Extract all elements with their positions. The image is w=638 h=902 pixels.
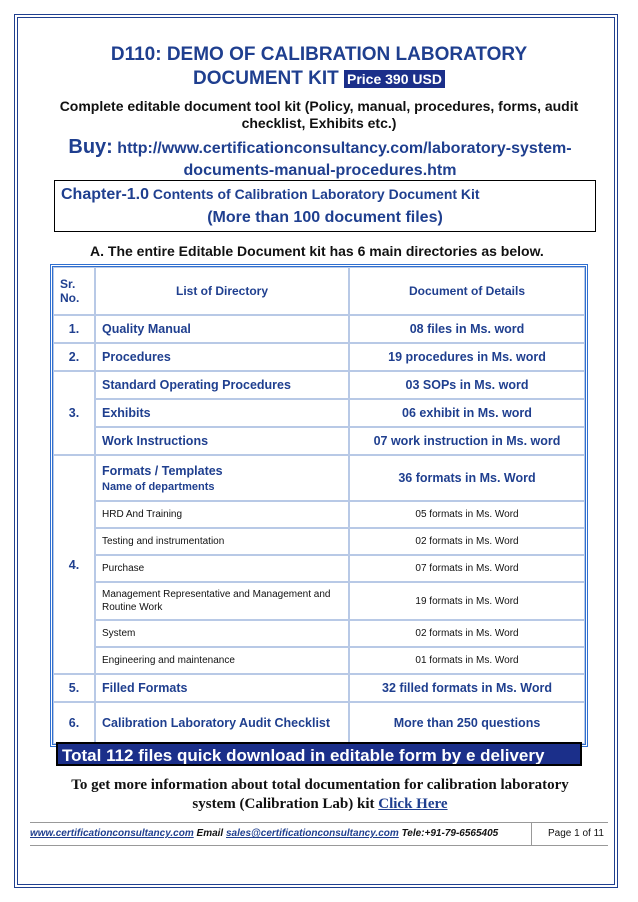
row-directory: Work Instructions	[95, 427, 349, 455]
row-directory: Purchase	[95, 555, 349, 582]
row-details: 32 filled formats in Ms. Word	[349, 674, 585, 702]
row-details: 07 formats in Ms. Word	[349, 555, 585, 582]
page-footer	[30, 822, 608, 846]
formats-heading: Formats / Templates	[102, 463, 223, 478]
table-row	[53, 315, 585, 343]
row-details: 19 formats in Ms. Word	[349, 582, 585, 620]
row-details: More than 250 questions	[349, 702, 585, 744]
chapter-title: Contents of Calibration Laboratory Document Kit	[152, 186, 480, 202]
chapter-number: Chapter-1.0	[61, 186, 150, 203]
row-directory: Filled Formats	[95, 674, 349, 702]
row-details: 36 formats in Ms. Word	[349, 455, 585, 501]
row-directory: Testing and instrumentation	[95, 528, 349, 555]
click-here-link[interactable]: Click Here	[378, 796, 448, 812]
buy-line	[50, 136, 590, 182]
more-info-text	[50, 776, 590, 814]
table-row	[53, 702, 585, 744]
buy-link[interactable]: http://www.certificationconsultancy.com/laboratory-system-documents-manual-procedures.htm	[117, 140, 572, 179]
price-badge: Price 390 USD	[344, 70, 445, 88]
section-a-heading: A. The entire Editable Document kit has 6 main directories as below.	[90, 243, 544, 259]
table-row	[53, 674, 585, 702]
footer-telephone: Tele:+91-79-6565405	[401, 828, 499, 839]
table-row	[53, 427, 585, 455]
row-number: 2.	[53, 343, 95, 371]
buy-label: Buy:	[68, 136, 113, 158]
header-directory: List of Directory	[95, 267, 349, 315]
row-directory: Calibration Laboratory Audit Checklist	[95, 702, 349, 744]
row-details: 01 formats in Ms. Word	[349, 647, 585, 674]
row-directory: Exhibits	[95, 399, 349, 427]
total-banner: Total 112 files quick download in editable form by e delivery	[56, 742, 582, 766]
more-info-sentence: To get more information about total documentation for calibration laboratory system (Calibration Lab) kit	[71, 777, 569, 812]
row-details: 02 formats in Ms. Word	[349, 620, 585, 647]
table-header-row	[53, 267, 585, 315]
row-details: 06 exhibit in Ms. word	[349, 399, 585, 427]
page-number: Page 1 of 11	[531, 823, 604, 845]
row-directory: HRD And Training	[95, 501, 349, 528]
table-row	[53, 501, 585, 528]
row-details: 19 procedures in Ms. word	[349, 343, 585, 371]
footer-email-link[interactable]: sales@certificationconsultancy.com	[226, 828, 399, 839]
table-row	[53, 555, 585, 582]
header-sr-no: Sr. No.	[53, 267, 95, 315]
chapter-subtitle: (More than 100 document files)	[207, 209, 443, 226]
page-title-kit: DOCUMENT KIT	[193, 68, 339, 89]
table-row	[53, 647, 585, 674]
directory-table	[50, 264, 588, 747]
row-directory: Quality Manual	[95, 315, 349, 343]
row-details: 05 formats in Ms. Word	[349, 501, 585, 528]
row-directory: Engineering and maintenance	[95, 647, 349, 674]
row-number: 3.	[53, 371, 95, 455]
header-details: Document of Details	[349, 267, 585, 315]
table-row	[53, 620, 585, 647]
table-row	[53, 455, 585, 501]
row-directory: System	[95, 620, 349, 647]
row-directory: Standard Operating Procedures	[95, 371, 349, 399]
table-row	[53, 371, 585, 399]
footer-website-link[interactable]: www.certificationconsultancy.com	[30, 828, 194, 839]
table-row	[53, 582, 585, 620]
page-title-line1: D110: DEMO OF CALIBRATION LABORATORY	[110, 44, 528, 65]
page-title-line2	[40, 68, 598, 90]
row-directory: Procedures	[95, 343, 349, 371]
chapter-box	[54, 180, 596, 232]
table-row	[53, 399, 585, 427]
row-details: 03 SOPs in Ms. word	[349, 371, 585, 399]
row-number: 5.	[53, 674, 95, 702]
chapter-heading	[61, 186, 480, 204]
row-number: 1.	[53, 315, 95, 343]
row-number: 4.	[53, 455, 95, 674]
row-directory	[95, 455, 349, 501]
table-row	[53, 528, 585, 555]
row-details: 02 formats in Ms. Word	[349, 528, 585, 555]
row-details: 07 work instruction in Ms. word	[349, 427, 585, 455]
kit-description: Complete editable document tool kit (Policy, manual, procedures, forms, audit checklist, Exhibits etc.)	[59, 98, 579, 131]
departments-subheading: Name of departments	[102, 480, 215, 493]
table-row	[53, 343, 585, 371]
row-details: 08 files in Ms. word	[349, 315, 585, 343]
row-directory: Management Representative and Management and Routine Work	[95, 582, 349, 620]
footer-email-label: Email	[196, 828, 224, 839]
row-number: 6.	[53, 702, 95, 744]
